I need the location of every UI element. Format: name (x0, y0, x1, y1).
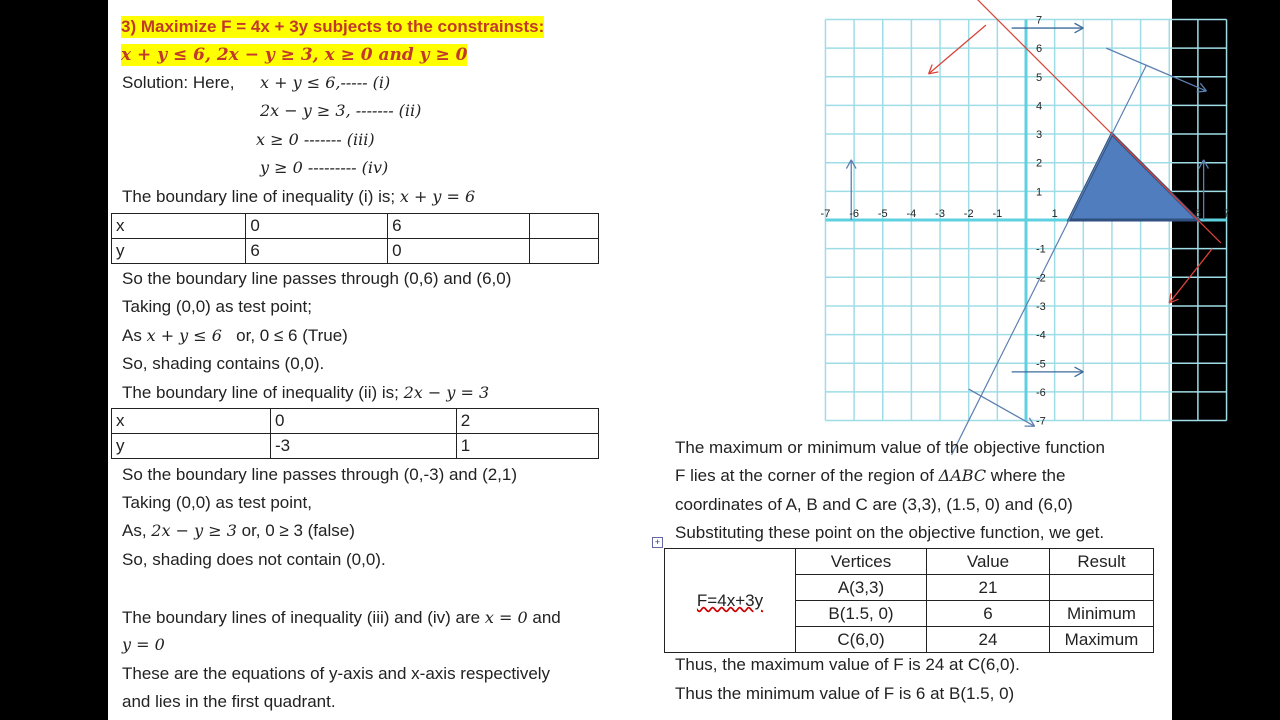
y-tick-label: 1 (1036, 186, 1043, 199)
table-row: B(1.5, 0) 6 Minimum (665, 601, 1154, 627)
boundary-iii-iv: The boundary lines of inequality (iii) and (iv) are x = 0 and (122, 608, 561, 627)
y-tick-label: -7 (1036, 415, 1046, 428)
table-move-handle-icon[interactable]: + (652, 537, 663, 548)
solution-label: Solution: Here, (122, 73, 235, 92)
arrow-head-icon (1075, 372, 1084, 377)
x-tick-label: -4 (906, 208, 917, 220)
x-tick-label: -7 (820, 208, 831, 220)
y-tick-label: -3 (1036, 300, 1046, 313)
x-tick-label: 7 (1223, 208, 1230, 220)
x-tick-label: 1 (1051, 208, 1058, 220)
feasible-region (1069, 134, 1198, 220)
shade-i: So, shading contains (0,0). (122, 354, 325, 373)
y-eq-0: y = 0 (122, 635, 165, 654)
y-tick-label: 6 (1036, 43, 1043, 56)
right-p3: coordinates of A, B and C are (3,3), (1.5, 0) and (6,0) (675, 495, 1073, 514)
arrow-head-icon (1204, 160, 1209, 169)
constraint-iii: x ≥ 0 ------- (iii) (256, 130, 375, 149)
conclusion-min: Thus the minimum value of F is 6 at B(1.5, 0) (675, 684, 1015, 703)
passes-i: So the boundary line passes through (0,6) and (6,0) (122, 269, 512, 288)
y-tick-label: -1 (1036, 243, 1046, 256)
y-tick-label: -2 (1036, 272, 1046, 285)
x-tick-label: -3 (935, 208, 945, 220)
document-page (108, 0, 1230, 720)
y-tick-label: 3 (1036, 129, 1043, 142)
graph (708, 0, 1230, 430)
arrow-head-icon (1199, 160, 1204, 169)
table-i: x 0 6 y 6 0 (111, 213, 599, 264)
y-tick-label: -5 (1036, 358, 1046, 371)
x-tick-label: -2 (963, 208, 974, 220)
right-p4: Substituting these point on the objective function, we get. (675, 523, 1105, 542)
arrow-head-icon (1075, 23, 1084, 28)
problem-constraints: x + y ≤ 6, 2x − y ≥ 3, x ≥ 0 and y ≥ 0 (121, 45, 468, 65)
constraint-i: x + y ≤ 6,----- (i) (260, 73, 391, 92)
test-i: Taking (0,0) as test point; (122, 297, 312, 316)
boundary-ii-heading: The boundary line of inequality (ii) is; 2x − y = 3 (122, 383, 490, 402)
y-tick-label: 2 (1036, 157, 1043, 170)
direction-arrow (1169, 249, 1212, 303)
x-tick-label: -5 (877, 208, 888, 220)
arrow-head-icon (1075, 367, 1084, 372)
table-ii: x 0 2 y -3 1 (111, 408, 599, 459)
direction-arrow (1106, 48, 1206, 91)
arrow-head-icon (846, 160, 851, 169)
right-p2: F lies at the corner of the region of ΔABC where the (675, 466, 1066, 485)
x-tick-label: -6 (849, 208, 859, 220)
y-tick-label: 7 (1036, 14, 1043, 27)
passes-ii: So the boundary line passes through (0,-3) and (2,1) (122, 465, 518, 484)
direction-arrow (929, 25, 986, 74)
result-table: F=4x+3y Vertices Value Result A(3,3) 21 B(1.5, 0) 6 Minimum C(6,0) 24 Maximum (664, 548, 1154, 653)
axes-text: These are the equations of y-axis and x-axis respectively (122, 664, 551, 683)
y-tick-label: 5 (1036, 71, 1043, 84)
y-tick-label: -4 (1036, 329, 1046, 342)
arrow-head-icon (1075, 28, 1084, 33)
as-i: As x + y ≤ 6 or, 0 ≤ 6 (True) (122, 326, 348, 345)
problem-title: 3) Maximize F = 4x + 3y subjects to the constrainsts: (121, 17, 545, 36)
y-tick-label: 4 (1036, 100, 1043, 113)
x-tick-label: 6 (1194, 208, 1201, 220)
test-ii: Taking (0,0) as test point, (122, 493, 312, 512)
table-row: C(6,0) 24 Maximum (665, 627, 1154, 653)
x-tick-label: -1 (992, 208, 1003, 220)
table-row: A(3,3) 21 (665, 575, 1154, 601)
quadrant-text: and lies in the first quadrant. (122, 692, 336, 711)
conclusion-max: Thus, the maximum value of F is 24 at C(6,0). (675, 655, 1020, 674)
as-ii: As, 2x − y ≥ 3 or, 0 ≥ 3 (false) (122, 521, 355, 540)
y-tick-label: -6 (1036, 386, 1046, 399)
shade-ii: So, shading does not contain (0,0). (122, 550, 386, 569)
constraint-iv: y ≥ 0 --------- (iv) (260, 158, 389, 177)
constraint-ii: 2x − y ≥ 3, ------- (ii) (260, 101, 422, 120)
boundary-i-heading: The boundary line of inequality (i) is; x + y = 6 (122, 187, 476, 206)
right-p1: The maximum or minimum value of the objective function (675, 438, 1105, 457)
